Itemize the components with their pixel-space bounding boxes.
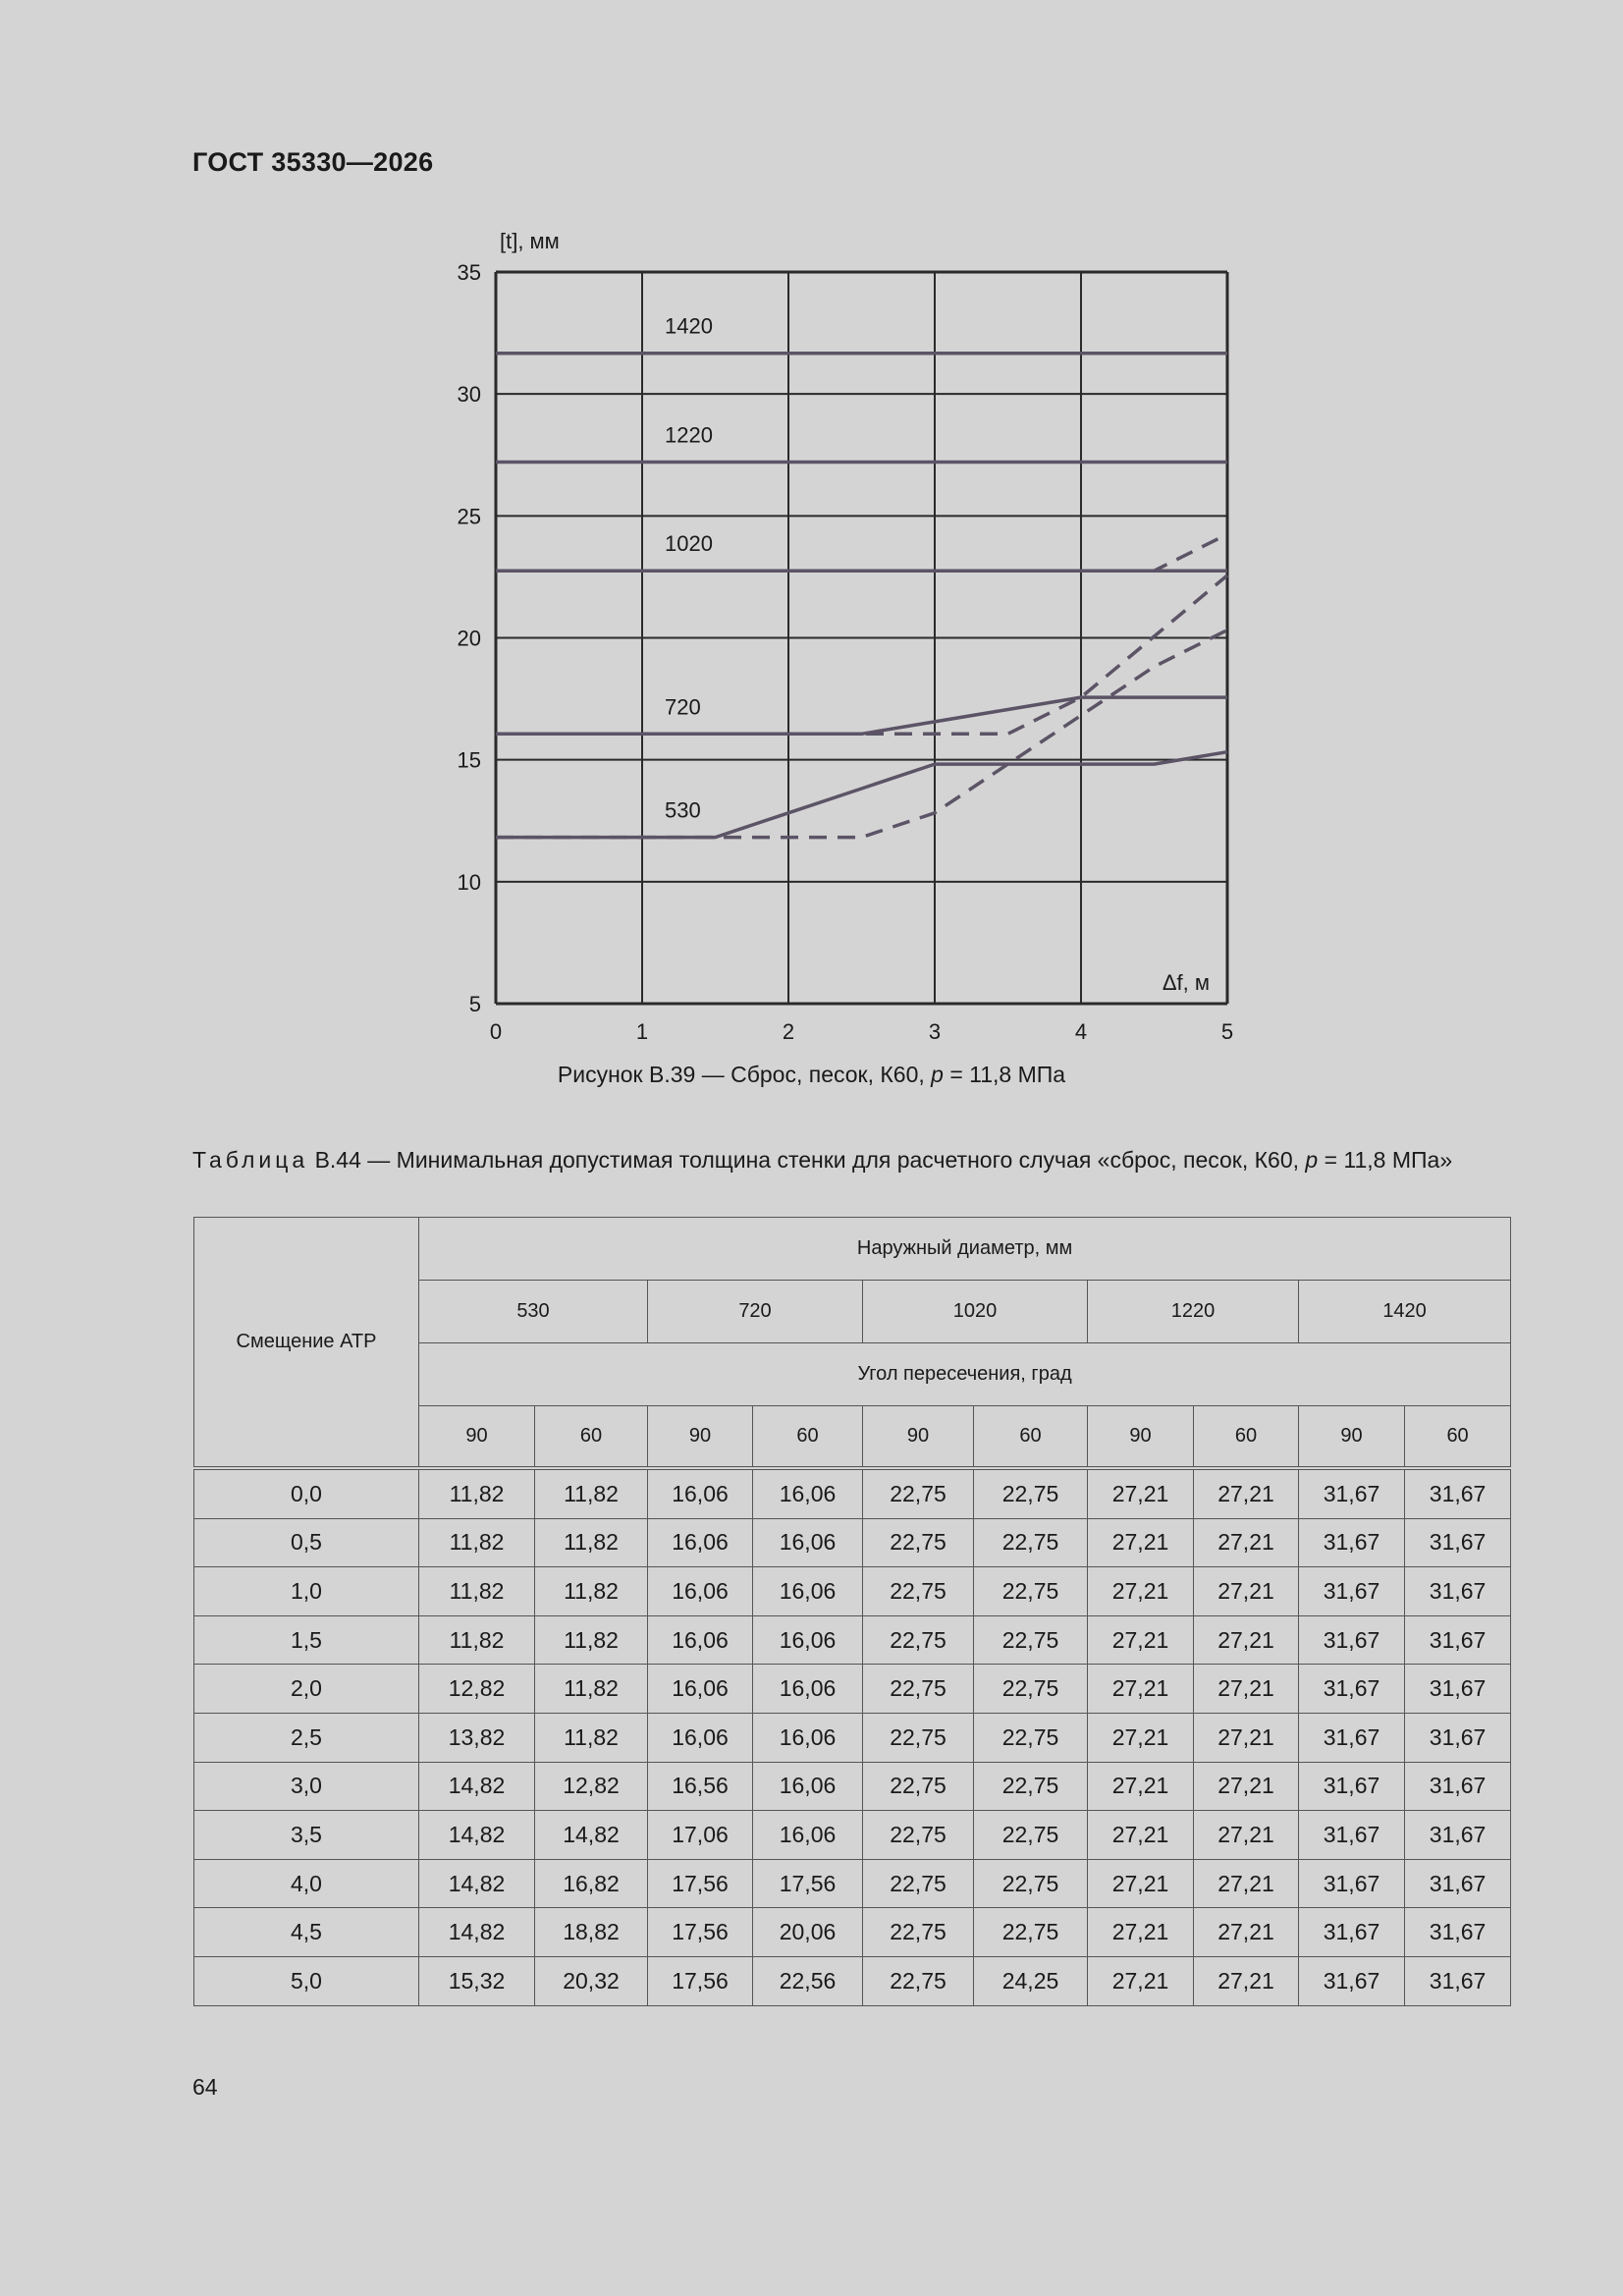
table-row bbox=[194, 1713, 1511, 1762]
thickness-cell: 15,32 bbox=[419, 1956, 535, 2005]
thickness-cell: 16,06 bbox=[753, 1762, 863, 1811]
thickness-cell: 27,21 bbox=[1088, 1665, 1194, 1714]
table-row bbox=[194, 1468, 1511, 1518]
angle-header: 90 bbox=[863, 1406, 974, 1469]
thickness-cell: 31,67 bbox=[1299, 1859, 1405, 1908]
thickness-cell: 27,21 bbox=[1088, 1468, 1194, 1518]
thickness-cell: 31,67 bbox=[1405, 1665, 1511, 1714]
thickness-cell: 31,67 bbox=[1299, 1713, 1405, 1762]
thickness-cell: 22,75 bbox=[863, 1908, 974, 1957]
thickness-cell: 16,06 bbox=[753, 1567, 863, 1616]
thickness-cell: 22,75 bbox=[974, 1567, 1088, 1616]
thickness-cell: 12,82 bbox=[535, 1762, 648, 1811]
thickness-cell: 11,82 bbox=[535, 1713, 648, 1762]
thickness-cell: 14,82 bbox=[419, 1908, 535, 1957]
thickness-cell: 27,21 bbox=[1194, 1567, 1299, 1616]
thickness-cell: 27,21 bbox=[1194, 1665, 1299, 1714]
series-line-720 bbox=[496, 697, 1227, 734]
angle-header: 60 bbox=[1405, 1406, 1511, 1469]
offset-cell: 0,0 bbox=[194, 1468, 419, 1518]
data-table bbox=[193, 1217, 1511, 2006]
thickness-cell: 22,75 bbox=[863, 1811, 974, 1860]
chart-series-labels bbox=[665, 314, 713, 823]
thickness-cell: 11,82 bbox=[535, 1665, 648, 1714]
thickness-cell: 27,21 bbox=[1194, 1811, 1299, 1860]
thickness-cell: 22,75 bbox=[863, 1956, 974, 2005]
thickness-cell: 31,67 bbox=[1405, 1762, 1511, 1811]
table-row bbox=[194, 1518, 1511, 1567]
table-row bbox=[194, 1956, 1511, 2005]
thickness-cell: 14,82 bbox=[419, 1859, 535, 1908]
offset-cell: 1,0 bbox=[194, 1567, 419, 1616]
thickness-cell: 14,82 bbox=[419, 1811, 535, 1860]
series-line-530 bbox=[496, 752, 1227, 838]
thickness-cell: 22,75 bbox=[863, 1468, 974, 1518]
x-tick-label: 5 bbox=[1220, 1019, 1234, 1044]
thickness-cell: 27,21 bbox=[1194, 1468, 1299, 1518]
thickness-cell: 16,06 bbox=[753, 1665, 863, 1714]
x-axis-label: Δf, м bbox=[1162, 970, 1210, 995]
thickness-cell: 22,75 bbox=[863, 1859, 974, 1908]
angle-header: 60 bbox=[1194, 1406, 1299, 1469]
thickness-cell: 31,67 bbox=[1299, 1762, 1405, 1811]
thickness-cell: 31,67 bbox=[1405, 1615, 1511, 1665]
diameter-header: 1020 bbox=[863, 1281, 1088, 1343]
thickness-cell: 20,32 bbox=[535, 1956, 648, 2005]
y-tick-label: 15 bbox=[457, 747, 481, 773]
offset-cell: 2,0 bbox=[194, 1665, 419, 1714]
angle-header: 60 bbox=[753, 1406, 863, 1469]
thickness-cell: 22,75 bbox=[863, 1567, 974, 1616]
thickness-cell: 27,21 bbox=[1088, 1762, 1194, 1811]
thickness-cell: 31,67 bbox=[1405, 1567, 1511, 1616]
x-tick-label: 3 bbox=[928, 1019, 942, 1044]
y-tick-label: 10 bbox=[457, 869, 481, 895]
thickness-cell: 11,82 bbox=[535, 1468, 648, 1518]
thickness-cell: 11,82 bbox=[419, 1468, 535, 1518]
thickness-cell: 16,06 bbox=[753, 1811, 863, 1860]
chart-grid bbox=[496, 272, 1227, 1004]
thickness-cell: 31,67 bbox=[1299, 1615, 1405, 1665]
thickness-cell: 31,67 bbox=[1299, 1518, 1405, 1567]
figure-caption-p: p bbox=[931, 1062, 944, 1087]
thickness-cell: 27,21 bbox=[1088, 1811, 1194, 1860]
angle-header: 90 bbox=[1299, 1406, 1405, 1469]
angle-header: 90 bbox=[1088, 1406, 1194, 1469]
angle-header: 90 bbox=[419, 1406, 535, 1469]
thickness-cell: 22,75 bbox=[863, 1615, 974, 1665]
thickness-cell: 16,82 bbox=[535, 1859, 648, 1908]
series-label: 1020 bbox=[665, 531, 713, 557]
thickness-cell: 31,67 bbox=[1405, 1518, 1511, 1567]
table-row bbox=[194, 1908, 1511, 1957]
thickness-cell: 27,21 bbox=[1194, 1859, 1299, 1908]
table-row bbox=[194, 1665, 1511, 1714]
thickness-cell: 31,67 bbox=[1405, 1468, 1511, 1518]
offset-cell: 5,0 bbox=[194, 1956, 419, 2005]
y-tick-label: 35 bbox=[457, 260, 481, 285]
thickness-cell: 27,21 bbox=[1194, 1713, 1299, 1762]
thickness-cell: 16,06 bbox=[648, 1713, 753, 1762]
thickness-cell: 16,06 bbox=[753, 1615, 863, 1665]
thickness-cell: 27,21 bbox=[1088, 1567, 1194, 1616]
y-tick-label: 5 bbox=[468, 992, 481, 1016]
thickness-cell: 31,67 bbox=[1405, 1908, 1511, 1957]
table-title-rest: В.44 — Минимальная допустимая толщина стенки для расчетного случая «сброс, песок, К60, bbox=[308, 1147, 1306, 1173]
thickness-cell: 17,56 bbox=[753, 1859, 863, 1908]
y-tick-label: 25 bbox=[457, 504, 481, 529]
thickness-cell: 27,21 bbox=[1088, 1956, 1194, 2005]
table-row bbox=[194, 1762, 1511, 1811]
thickness-cell: 22,75 bbox=[974, 1665, 1088, 1714]
angle-header: 60 bbox=[974, 1406, 1088, 1469]
thickness-cell: 27,21 bbox=[1194, 1615, 1299, 1665]
x-tick-label: 4 bbox=[1074, 1019, 1088, 1044]
y-tick-label: 30 bbox=[457, 382, 481, 408]
diameter-header: 530 bbox=[419, 1281, 648, 1343]
thickness-cell: 17,56 bbox=[648, 1908, 753, 1957]
y-tick-label: 20 bbox=[457, 626, 481, 651]
diameter-header: 1420 bbox=[1299, 1281, 1511, 1343]
thickness-cell: 27,21 bbox=[1194, 1956, 1299, 2005]
thickness-cell: 27,21 bbox=[1194, 1518, 1299, 1567]
series-line-dashed-5 bbox=[496, 534, 1227, 571]
thickness-cell: 31,67 bbox=[1405, 1811, 1511, 1860]
thickness-cell: 22,75 bbox=[863, 1665, 974, 1714]
thickness-cell: 27,21 bbox=[1088, 1908, 1194, 1957]
table-title bbox=[192, 1145, 1510, 1175]
angle-header: 60 bbox=[535, 1406, 648, 1469]
thickness-cell: 31,67 bbox=[1405, 1859, 1511, 1908]
thickness-cell: 16,06 bbox=[753, 1518, 863, 1567]
diameter-header: 1220 bbox=[1088, 1281, 1299, 1343]
chart-figure bbox=[0, 0, 1623, 1110]
thickness-cell: 22,75 bbox=[974, 1811, 1088, 1860]
thickness-cell: 22,75 bbox=[974, 1468, 1088, 1518]
thickness-cell: 14,82 bbox=[535, 1811, 648, 1860]
series-label: 1220 bbox=[665, 422, 713, 448]
thickness-cell: 22,75 bbox=[974, 1908, 1088, 1957]
thickness-cell: 16,06 bbox=[648, 1567, 753, 1616]
thickness-cell: 16,06 bbox=[648, 1468, 753, 1518]
series-line-dashed-3 bbox=[496, 575, 1227, 734]
thickness-cell: 11,82 bbox=[419, 1567, 535, 1616]
chart-series-group bbox=[496, 354, 1227, 838]
thickness-cell: 11,82 bbox=[535, 1518, 648, 1567]
thickness-cell: 17,56 bbox=[648, 1956, 753, 2005]
offset-cell: 2,5 bbox=[194, 1713, 419, 1762]
table-title-word: Таблица bbox=[192, 1147, 309, 1173]
thickness-cell: 22,75 bbox=[863, 1518, 974, 1567]
thickness-cell: 22,75 bbox=[974, 1615, 1088, 1665]
thickness-cell: 16,06 bbox=[753, 1468, 863, 1518]
series-label: 720 bbox=[665, 694, 701, 720]
thickness-cell: 27,21 bbox=[1088, 1615, 1194, 1665]
angle-header: 90 bbox=[648, 1406, 753, 1469]
offset-cell: 4,0 bbox=[194, 1859, 419, 1908]
thickness-cell: 31,67 bbox=[1299, 1956, 1405, 2005]
offset-cell: 3,5 bbox=[194, 1811, 419, 1860]
chart-tick-labels bbox=[458, 260, 1234, 1044]
thickness-cell: 20,06 bbox=[753, 1908, 863, 1957]
y-axis-label: [t], мм bbox=[500, 229, 560, 253]
series-label: 530 bbox=[665, 797, 701, 823]
thickness-cell: 22,75 bbox=[974, 1713, 1088, 1762]
page-number: 64 bbox=[192, 2074, 218, 2100]
thickness-cell: 18,82 bbox=[535, 1908, 648, 1957]
thickness-cell: 22,75 bbox=[863, 1713, 974, 1762]
thickness-cell: 13,82 bbox=[419, 1713, 535, 1762]
thickness-cell: 16,06 bbox=[648, 1615, 753, 1665]
thickness-cell: 17,06 bbox=[648, 1811, 753, 1860]
offset-cell: 3,0 bbox=[194, 1762, 419, 1811]
thickness-cell: 31,67 bbox=[1299, 1811, 1405, 1860]
thickness-cell: 22,75 bbox=[974, 1762, 1088, 1811]
thickness-cell: 16,56 bbox=[648, 1762, 753, 1811]
chart-svg bbox=[0, 0, 1623, 1110]
thickness-cell: 22,75 bbox=[974, 1859, 1088, 1908]
diameter-group-header: Наружный диаметр, мм bbox=[419, 1218, 1511, 1281]
thickness-cell: 27,21 bbox=[1088, 1713, 1194, 1762]
thickness-cell: 31,67 bbox=[1405, 1956, 1511, 2005]
figure-caption-prefix: Рисунок В.39 — Сброс, песок, К60, bbox=[557, 1062, 932, 1087]
figure-caption-suffix: = 11,8 МПа bbox=[943, 1062, 1066, 1087]
figure-caption bbox=[0, 1062, 1623, 1088]
angle-group-header: Угол пересечения, град bbox=[419, 1343, 1511, 1406]
table-row bbox=[194, 1615, 1511, 1665]
thickness-cell: 22,75 bbox=[863, 1762, 974, 1811]
table-row bbox=[194, 1811, 1511, 1860]
stub-header: Смещение АТР bbox=[194, 1218, 419, 1469]
diameter-header: 720 bbox=[648, 1281, 863, 1343]
document-header: ГОСТ 35330—2026 bbox=[192, 147, 434, 177]
thickness-cell: 31,67 bbox=[1299, 1665, 1405, 1714]
thickness-cell: 31,67 bbox=[1299, 1567, 1405, 1616]
thickness-cell: 31,67 bbox=[1299, 1468, 1405, 1518]
thickness-cell: 16,06 bbox=[753, 1713, 863, 1762]
offset-cell: 1,5 bbox=[194, 1615, 419, 1665]
thickness-cell: 22,75 bbox=[974, 1518, 1088, 1567]
thickness-cell: 27,21 bbox=[1194, 1908, 1299, 1957]
table-body bbox=[194, 1468, 1511, 2005]
x-tick-label: 2 bbox=[782, 1019, 795, 1044]
table-row bbox=[194, 1567, 1511, 1616]
thickness-cell: 22,56 bbox=[753, 1956, 863, 2005]
thickness-cell: 31,67 bbox=[1299, 1908, 1405, 1957]
thickness-cell: 14,82 bbox=[419, 1762, 535, 1811]
x-tick-label: 0 bbox=[489, 1019, 503, 1044]
x-tick-label: 1 bbox=[635, 1019, 649, 1044]
table-row bbox=[194, 1859, 1511, 1908]
thickness-cell: 16,06 bbox=[648, 1665, 753, 1714]
thickness-cell: 31,67 bbox=[1405, 1713, 1511, 1762]
thickness-cell: 11,82 bbox=[419, 1518, 535, 1567]
thickness-cell: 16,06 bbox=[648, 1518, 753, 1567]
offset-cell: 4,5 bbox=[194, 1908, 419, 1957]
thickness-cell: 27,21 bbox=[1088, 1859, 1194, 1908]
table-title-p: p bbox=[1305, 1147, 1319, 1173]
thickness-cell: 27,21 bbox=[1088, 1518, 1194, 1567]
thickness-cell: 11,82 bbox=[535, 1567, 648, 1616]
thickness-cell: 11,82 bbox=[419, 1615, 535, 1665]
table-title-end: = 11,8 МПа» bbox=[1318, 1147, 1453, 1173]
thickness-cell: 12,82 bbox=[419, 1665, 535, 1714]
offset-cell: 0,5 bbox=[194, 1518, 419, 1567]
thickness-cell: 27,21 bbox=[1194, 1762, 1299, 1811]
series-label: 1420 bbox=[665, 313, 713, 339]
thickness-cell: 24,25 bbox=[974, 1956, 1088, 2005]
thickness-cell: 11,82 bbox=[535, 1615, 648, 1665]
thickness-cell: 17,56 bbox=[648, 1859, 753, 1908]
